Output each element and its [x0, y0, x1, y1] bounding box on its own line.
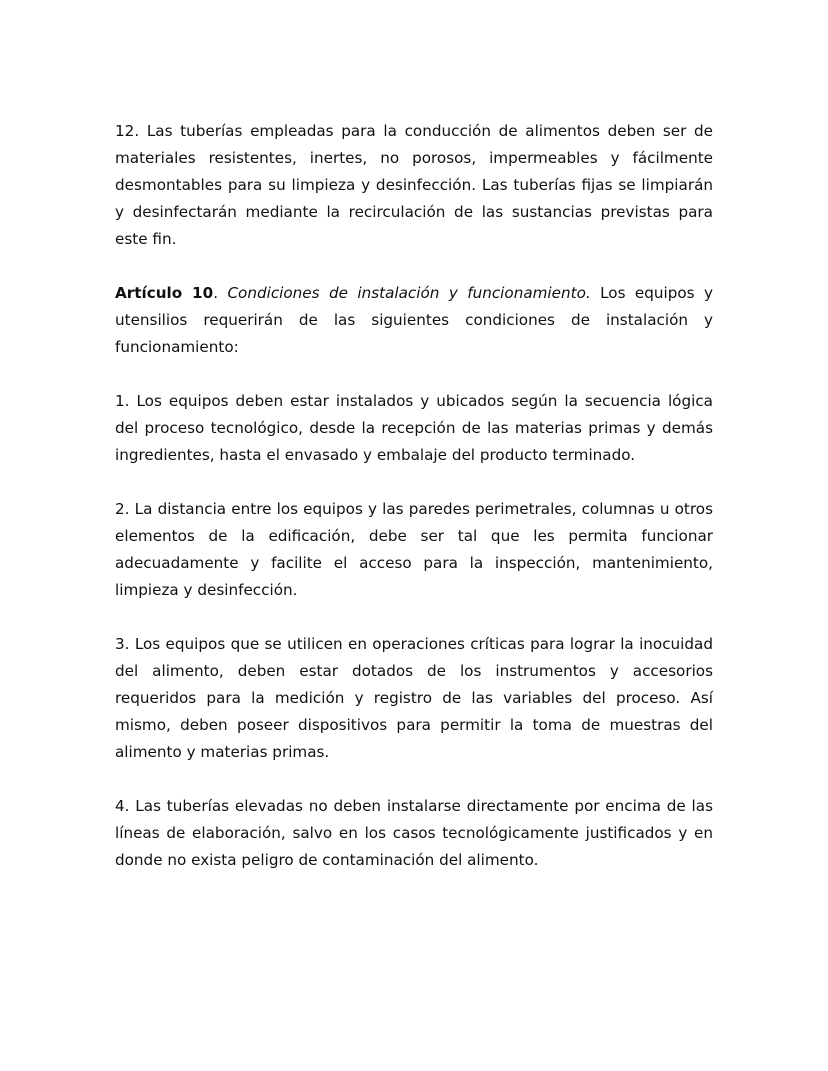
- article-title: Condiciones de instalación y funcionamiento.: [227, 284, 591, 302]
- list-item-2: 2. La distancia entre los equipos y las paredes perimetrales, columnas u otros elementos de la edificación, debe ser tal que les permita funcionar adecuadamente y facilite el acceso para la inspección, mantenimiento, limpieza y desinfección.: [115, 500, 713, 599]
- list-item-1: 1. Los equipos deben estar instalados y ubicados según la secuencia lógica del proceso tecnológico, desde la recepción de las materias primas y demás ingredientes, hasta el envasado y embalaje del producto terminado.: [115, 392, 713, 464]
- article-separator: .: [213, 284, 228, 302]
- list-item-3: 3. Los equipos que se utilicen en operaciones críticas para lograr la inocuidad del alimento, deben estar dotados de los instrumentos y accesorios requeridos para la medición y registro de las variables del proceso. Así mismo, deben poseer dispositivos para permitir la toma de muestras del alimento y materias primas.: [115, 635, 713, 761]
- list-item-4: 4. Las tuberías elevadas no deben instalarse directamente por encima de las líneas de elaboración, salvo en los casos tecnológicamente justificados y en donde no exista peligro de contaminación del alimento.: [115, 797, 713, 869]
- article-10-paragraph: [115, 280, 713, 361]
- paragraph-12: 12. Las tuberías empleadas para la conducción de alimentos deben ser de materiales resistentes, inertes, no porosos, impermeables y fácilmente desmontables para su limpieza y desinfección. Las tuberías fijas se limpiarán y desinfectarán mediante la recirculación de las sustancias previstas para este fin.: [115, 122, 713, 248]
- document-page: [115, 118, 713, 901]
- article-label: Artículo 10: [115, 284, 214, 302]
- article-intro: Los equipos y utensilios requerirán de las siguientes condiciones de instalación y funcionamiento:: [115, 284, 713, 356]
